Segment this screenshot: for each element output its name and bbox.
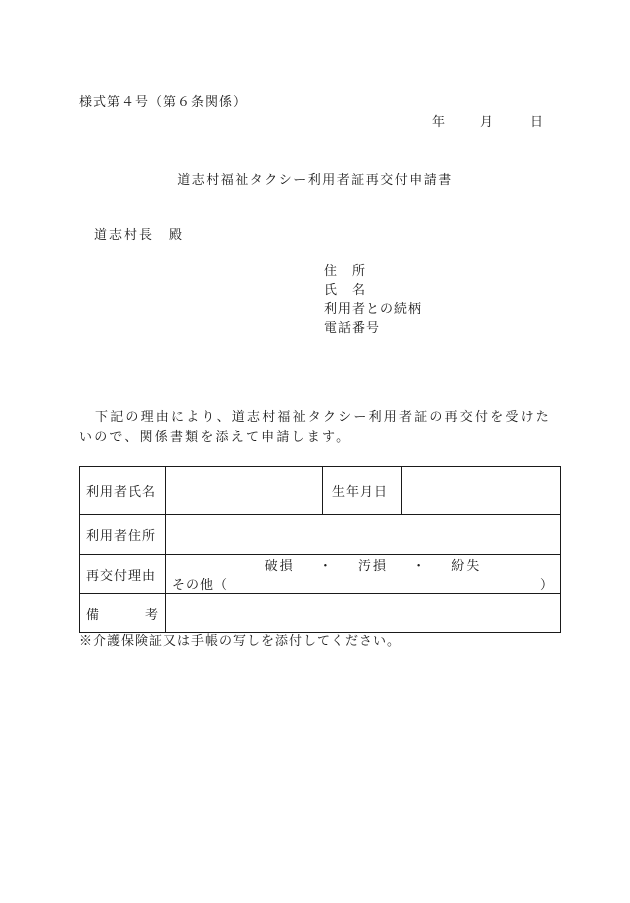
reason-option-damaged[interactable]: 破損: [264, 559, 295, 574]
applicant-relationship-label: 利用者との続柄: [324, 302, 423, 317]
table-row: [80, 555, 561, 594]
user-address-field[interactable]: [166, 515, 561, 555]
date-day-label: 日: [530, 115, 544, 130]
application-statement: 下記の理由により、道志村福祉タクシー利用者証の再交付を受けたいので、関係書類を添えて申請します。: [79, 410, 552, 445]
reason-options: [172, 555, 554, 574]
date-year-label: 年: [432, 115, 446, 130]
user-address-label: 利用者住所: [80, 515, 166, 555]
applicant-name-label: 氏 名: [324, 283, 367, 298]
applicant-phone-label: 電話番号: [324, 321, 381, 336]
form-number: 様式第４号（第６条関係）: [79, 95, 248, 110]
separator: ・: [318, 559, 334, 574]
separator: ・: [412, 559, 428, 574]
user-name-label: 利用者氏名: [80, 467, 166, 515]
user-name-field[interactable]: [166, 467, 323, 515]
attachment-note: ※介護保険証又は手帳の写しを添付してください。: [79, 634, 402, 649]
remarks-field[interactable]: [166, 594, 561, 633]
document-title: 道志村福祉タクシー利用者証再交付申請書: [177, 173, 453, 188]
birthdate-label: 生年月日: [323, 467, 402, 515]
reason-other-close: ）: [539, 578, 554, 593]
applicant-address-label: 住 所: [324, 264, 367, 279]
reason-option-soiled[interactable]: 汚損: [357, 559, 388, 574]
reason-label: 再交付理由: [80, 555, 166, 594]
remarks-label: 備 考: [80, 594, 166, 633]
date-line: [432, 115, 543, 131]
addressee: 道志村長 殿: [94, 228, 185, 243]
reason-other-open: その他（: [172, 578, 229, 593]
reason-field[interactable]: [166, 555, 561, 594]
reissue-form-table: [79, 466, 561, 633]
reason-option-lost[interactable]: 紛失: [451, 559, 482, 574]
date-month-label: 月: [480, 115, 494, 130]
table-row: [80, 467, 561, 515]
table-row: [80, 594, 561, 633]
reason-other[interactable]: [172, 574, 554, 593]
table-row: [80, 515, 561, 555]
birthdate-field[interactable]: [402, 467, 561, 515]
